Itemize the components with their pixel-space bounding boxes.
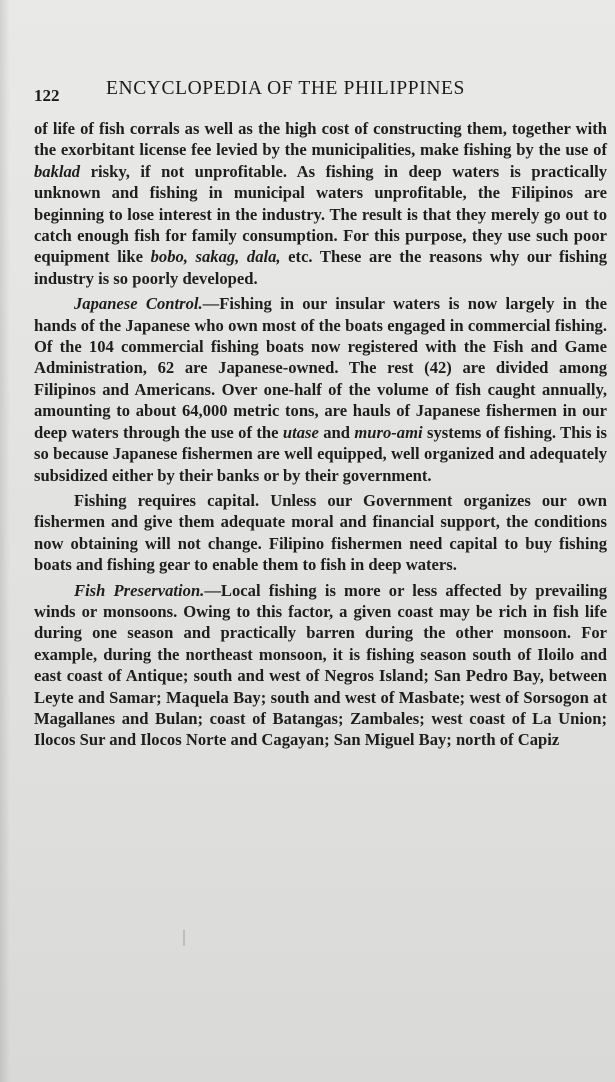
term-utase: utase [282, 422, 319, 442]
section-heading-fish-preservation: Fish Preservation. [74, 580, 205, 600]
paragraph-fishing-capital: Fishing requires capital. Unless our Government organizes our own fishermen and give them adequate moral and financial support, the conditions now obtaining will not change. Filipino fishermen need capital to buy fishing boats and fishing gear to enable them to fish in deep waters. [34, 490, 607, 575]
page-number: 122 [34, 86, 60, 105]
paragraph-japanese-control: Japanese Control.—Fishing in our insular waters is now largely in the hands of the Japanese who own most of the boats engaged in commercial fishing. Of the 104 commercial fishing boats now registered with the Fish and Game Administration, 62 are Japanese-owned. The rest (42) are divided among Filipinos and Americans. Over one-half of the volume of fish caught annually, amounting to about 64,000 metric tons, are hauls of Japanese fishermen in our deep waters through the use of the utase and muro-ami systems of fishing. This is so because Japanese fishermen are well equipped, well organized and adequately subsidized either by their banks or by their government. [34, 294, 607, 485]
term-muro-ami: muro-ami [354, 422, 423, 442]
paper-mark [183, 930, 185, 946]
term-bobo-sakag-dala: bobo, sakag, dala, [150, 247, 281, 267]
paragraph-fish-preservation: Fish Preservation.—Local fishing is more or less affected by prevailing winds or monsoons. Owing to this factor, a given coast may be rich in fish life during one season and practically barren during the other monsoon. For example, during the northeast monsoon, it is fishing season south of Iloilo and east coast of Antique; south and west of Negros Island; San Pedro Bay, between Leyte and Samar; Maquela Bay; south and west of Masbate; west of Sorsogon at Magallanes and Bulan; coast of Batangas; Zambales; west coast of La Union; Ilocos Sur and Ilocos Norte and Cagayan; San Miguel Bay; north of Capiz [34, 580, 607, 750]
page-header [34, 74, 594, 104]
paragraph-fish-corrals: of life of fish corrals as well as the high cost of constructing them, together with the exorbitant license fee levied by the municipalities, make fishing by the use of baklad risky, if not unprofitable. As fishing in deep waters is practically unknown and fishing in municipal waters unprofitable, the Filipinos are beginning to lose interest in the industry. The result is that they merely go out to catch enough fish for family consumption. For this purpose, they use such poor equipment like bobo, sakag, dala, etc. These are the reasons why our fishing industry is so poorly developed. [34, 119, 607, 288]
section-heading-japanese-control: Japanese Control. [74, 294, 203, 314]
page-edge-shadow [0, 0, 10, 1082]
body-text [34, 118, 607, 751]
running-head: ENCYCLOPEDIA OF THE PHILIPPINES [106, 78, 465, 99]
term-baklad: baklad [34, 161, 81, 181]
